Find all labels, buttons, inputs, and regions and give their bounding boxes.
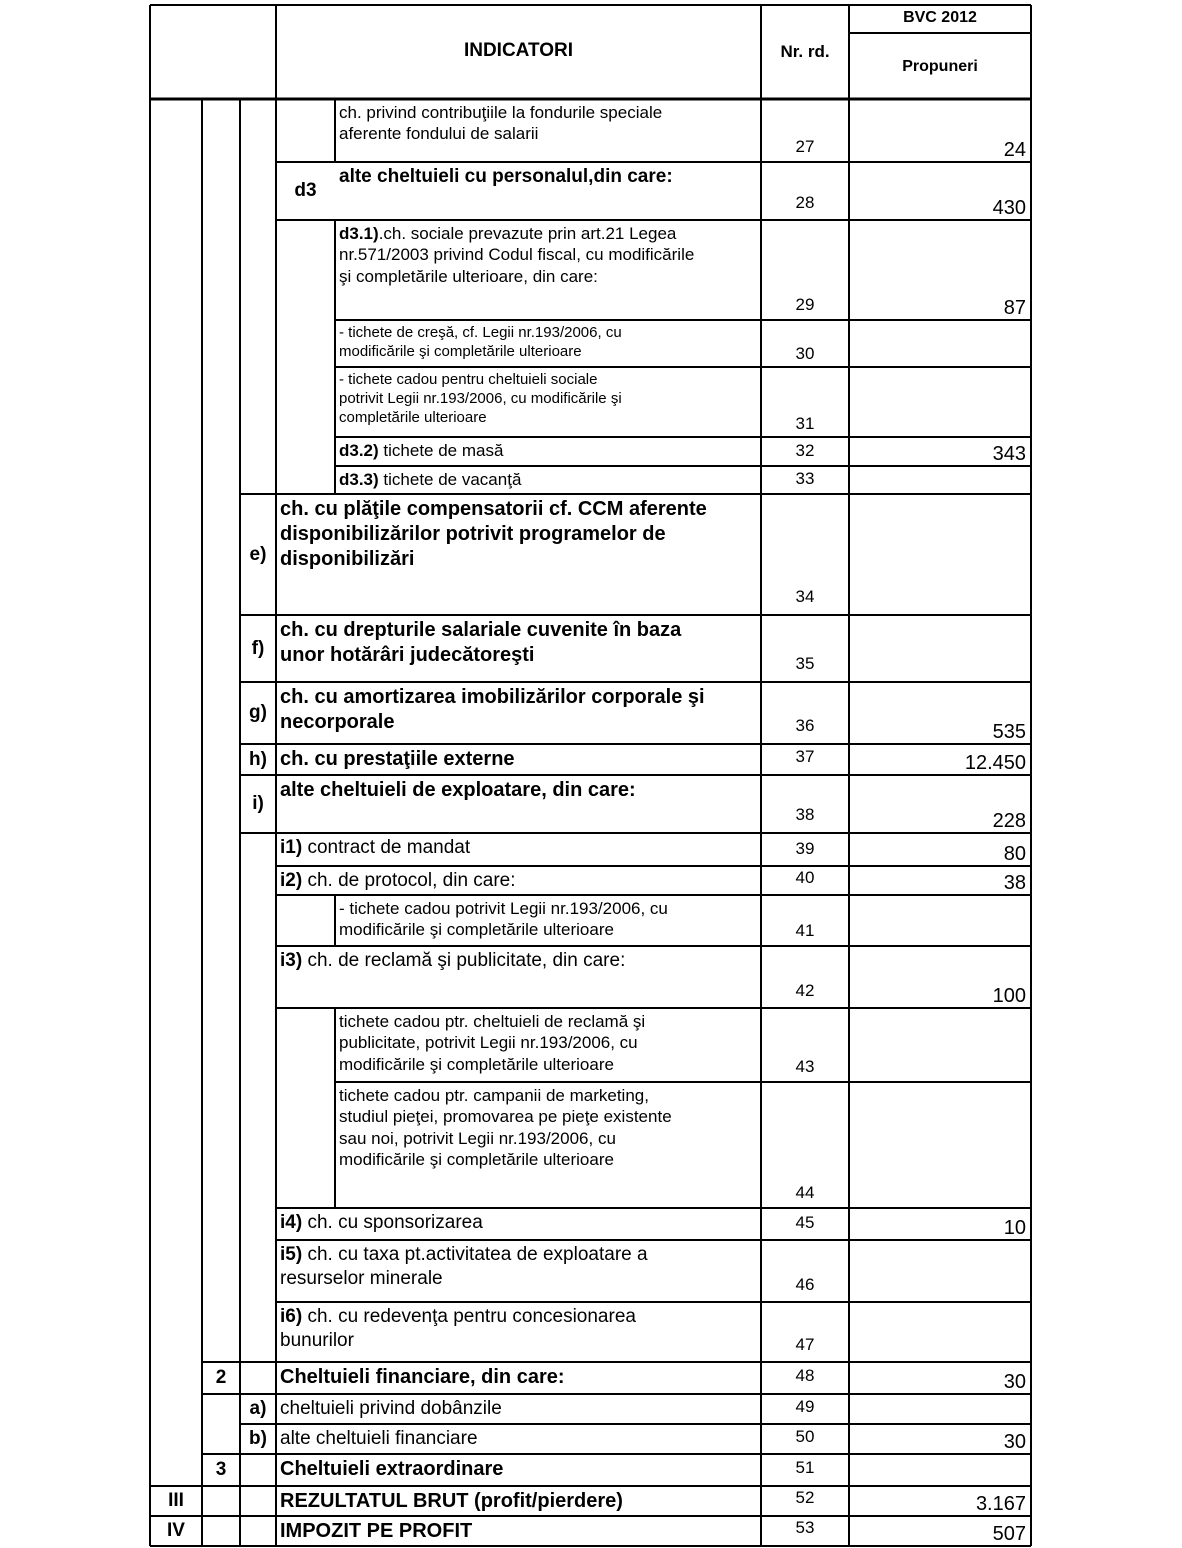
header-nr-rd: Nr. rd. [780, 42, 830, 61]
row-desc-line: i2) ch. de protocol, din care: [280, 870, 516, 891]
row-desc-line: i6) ch. cu redevenţa pentru concesionarea [280, 1306, 636, 1327]
row-nr: 37 [795, 747, 815, 766]
header-propuneri: Propuneri [902, 58, 978, 75]
row-nr: 36 [795, 716, 815, 735]
row-desc-line: Cheltuieli extraordinare [280, 1458, 504, 1480]
row-desc-line: modificările şi completările ulterioare [339, 1054, 614, 1074]
row-nr: 28 [795, 193, 815, 212]
row-nr: 48 [795, 1366, 815, 1385]
row-desc-line: i5) ch. cu taxa pt.activitatea de exploatare a [280, 1244, 648, 1265]
row-nr: 39 [795, 839, 815, 858]
row-desc-line: - tichete cadou potrivit Legii nr.193/2006, cu [339, 899, 668, 918]
row-label: 3 [215, 1459, 227, 1480]
row-value: 30 [1003, 1431, 1026, 1453]
row-label: e) [249, 543, 267, 565]
row-desc-line: i1) contract de mandat [280, 837, 471, 858]
row-desc-line: modificările şi completările ulterioare [339, 1149, 614, 1169]
header-bvc: BVC 2012 [903, 9, 977, 26]
row-nr: 40 [795, 868, 815, 887]
row-label: f) [251, 637, 265, 659]
row-desc-line: şi completările ulterioare, din care: [339, 266, 598, 286]
row-desc-line: publicitate, potrivit Legii nr.193/2006, cu [339, 1033, 638, 1053]
row-desc-line: necorporale [280, 711, 395, 733]
row-nr: 29 [795, 295, 815, 314]
row-desc-line: d3.3) tichete de vacanţă [339, 470, 522, 489]
row-desc-line: Cheltuieli financiare, din care: [280, 1366, 565, 1388]
row-desc-line: alte cheltuieli de exploatare, din care: [280, 779, 636, 801]
row-value: 12.450 [964, 752, 1026, 774]
row-desc-line: alte cheltuieli cu personalul,din care: [339, 166, 673, 187]
row-desc-line: disponibilizări [280, 548, 415, 570]
row-value: 100 [992, 985, 1026, 1007]
row-desc-line: d3.2) tichete de masă [339, 441, 504, 460]
row-label: i) [252, 793, 264, 814]
row-nr: 41 [795, 921, 815, 940]
row-desc-line: ch. cu drepturile salariale cuvenite în baza [280, 619, 682, 641]
row-nr: 27 [795, 137, 815, 156]
row-nr: 32 [795, 441, 815, 460]
header-indicatori: INDICATORI [463, 40, 574, 61]
row-value: 10 [1003, 1217, 1026, 1239]
row-desc-line: IMPOZIT PE PROFIT [280, 1520, 473, 1542]
row-desc-line: - tichete cadou pentru cheltuieli sociale [339, 371, 598, 388]
row-desc-line: potrivit Legii nr.193/2006, cu modificările şi [339, 389, 622, 407]
row-value: 87 [1003, 297, 1026, 319]
row-desc-line: modificările şi completările ulterioare [339, 342, 582, 360]
row-desc-line: unor hotărâri judecătoreşti [280, 644, 535, 666]
row-desc-line: i3) ch. de reclamă şi publicitate, din care: [280, 950, 626, 971]
row-nr: 52 [795, 1488, 815, 1507]
row-desc-line: ch. cu amortizarea imobilizărilor corporale şi [280, 686, 705, 708]
row-label: 2 [215, 1367, 227, 1388]
row-label: IV [167, 1520, 185, 1541]
row-nr: 38 [795, 805, 815, 824]
row-desc-line: cheltuieli privind dobânzile [280, 1398, 502, 1419]
row-desc-line: sau noi, potrivit Legii nr.193/2006, cu [339, 1128, 616, 1148]
row-value: 430 [992, 197, 1026, 219]
row-desc-line: tichete cadou ptr. cheltuieli de reclamă şi [339, 1012, 646, 1031]
row-nr: 42 [795, 981, 815, 1000]
row-nr: 31 [795, 414, 815, 433]
row-desc-line: aferente fondului de salarii [339, 124, 539, 144]
row-desc-line: modificările şi completările ulterioare [339, 920, 614, 940]
row-value: 507 [992, 1523, 1026, 1545]
row-desc-line: nr.571/2003 privind Codul fiscal, cu modificările [339, 245, 695, 265]
row-nr: 34 [795, 587, 815, 606]
row-value: 30 [1003, 1371, 1026, 1393]
row-value: 343 [992, 443, 1026, 465]
row-nr: 47 [795, 1335, 815, 1354]
row-nr: 46 [795, 1275, 815, 1294]
row-desc-line: REZULTATUL BRUT (profit/pierdere) [280, 1490, 623, 1512]
row-value: 24 [1003, 139, 1026, 161]
row-nr: 51 [795, 1458, 815, 1477]
row-desc-line: d3.1).ch. sociale prevazute prin art.21 Legea [339, 224, 677, 243]
row-value: 80 [1003, 843, 1026, 865]
row-value: 38 [1003, 872, 1026, 894]
row-nr: 33 [795, 469, 815, 488]
row-nr: 53 [795, 1518, 815, 1537]
row-label: a) [249, 1398, 267, 1419]
row-nr: 45 [795, 1213, 815, 1232]
row-desc-line: studiul pieţei, promovarea pe pieţe existente [339, 1107, 672, 1127]
row-desc-line: i4) ch. cu sponsorizarea [280, 1212, 483, 1233]
row-value: 228 [992, 810, 1026, 832]
row-label: g) [249, 702, 267, 723]
row-label: d3 [294, 180, 317, 201]
row-nr: 50 [795, 1427, 815, 1446]
row-nr: 49 [795, 1397, 815, 1416]
row-desc-line: bunurilor [280, 1329, 354, 1351]
row-desc-line: disponibilizărilor potrivit programelor de [280, 523, 666, 545]
row-value: 3.167 [975, 1493, 1026, 1515]
row-desc-line: resurselor minerale [280, 1267, 443, 1289]
row-nr: 35 [795, 654, 815, 673]
row-desc-line: ch. cu prestaţiile externe [280, 748, 515, 770]
row-nr: 30 [795, 344, 815, 363]
row-desc-line: ch. privind contribuţiile la fondurile speciale [339, 103, 663, 122]
row-desc-line: completările ulterioare [339, 408, 487, 426]
row-label: h) [249, 748, 267, 770]
row-desc-line: alte cheltuieli financiare [280, 1428, 478, 1449]
row-label: b) [249, 1428, 267, 1449]
row-nr: 43 [795, 1057, 815, 1076]
row-desc-line: ch. cu plăţile compensatorii cf. CCM aferente [280, 498, 707, 520]
row-desc-line: - tichete de creşă, cf. Legii nr.193/2006, cu [339, 324, 622, 341]
row-label: III [168, 1490, 184, 1511]
row-desc-line: tichete cadou ptr. campanii de marketing, [339, 1086, 649, 1105]
row-value: 535 [992, 721, 1026, 743]
row-nr: 44 [795, 1183, 815, 1202]
